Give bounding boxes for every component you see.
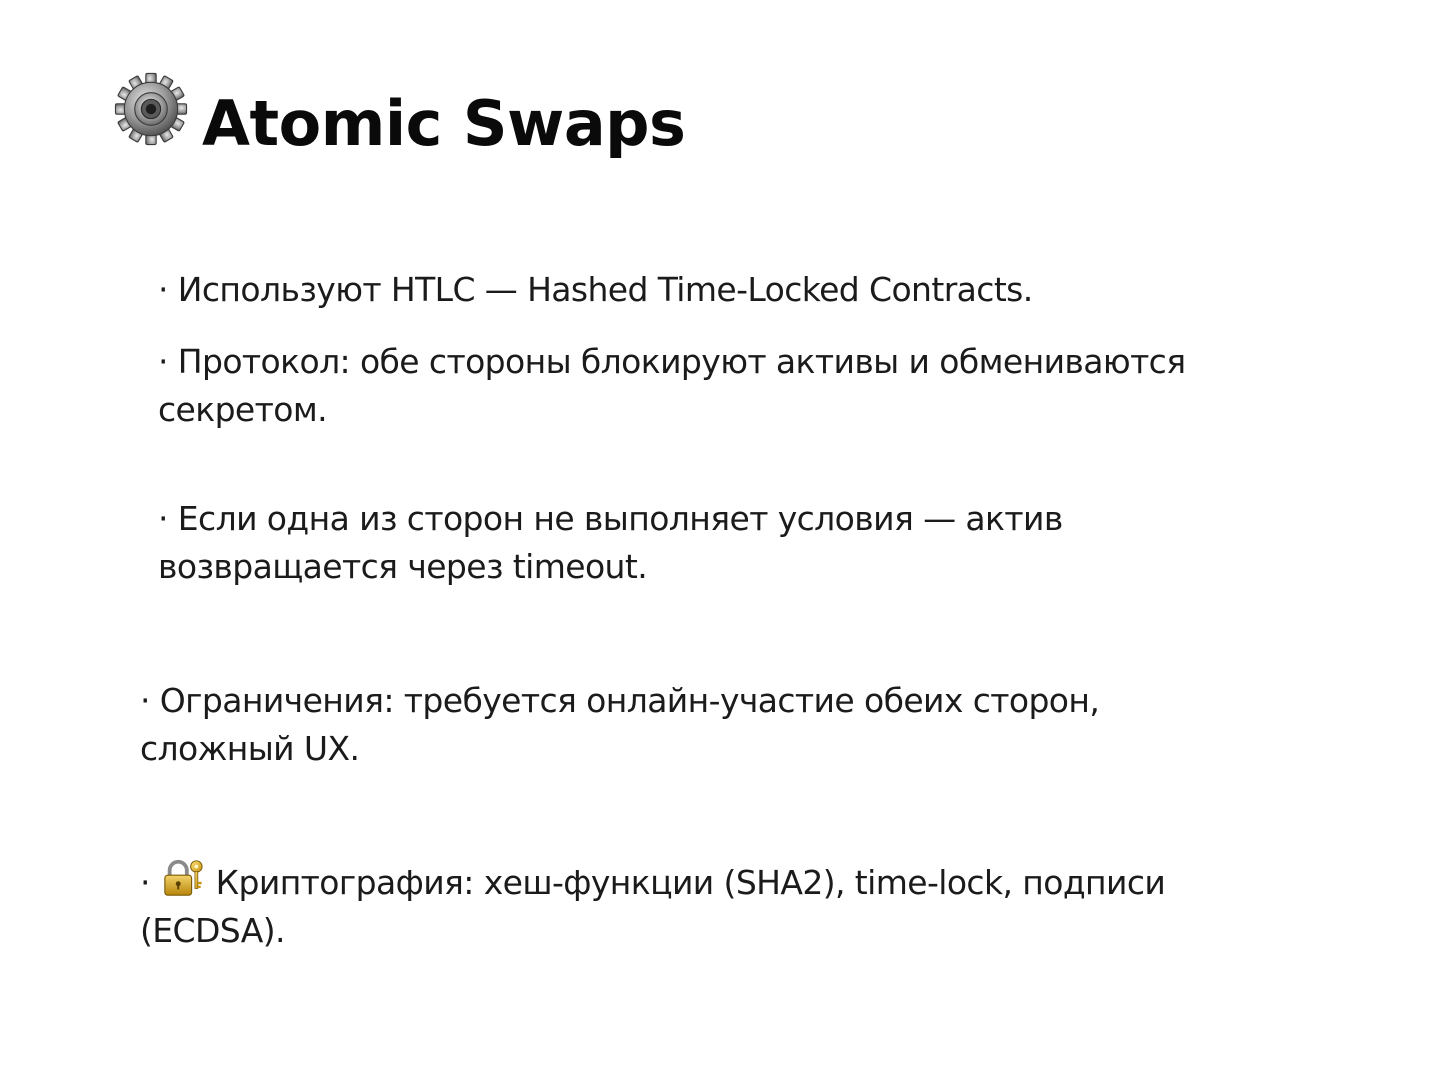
- bullet-point-limitations: [140, 677, 1190, 773]
- gear-icon: [114, 72, 188, 146]
- bullet-text: Протокол: обе стороны блокируют активы и обмениваются секретом.: [158, 342, 1186, 429]
- bullet-text: Если одна из сторон не выполняет условия — актив возвращается через timeout.: [158, 499, 1063, 586]
- lock-key-icon: [162, 858, 204, 898]
- bullet-text: Используют HTLC — Hashed Time-Locked Contracts.: [177, 270, 1033, 309]
- bullet-marker: ·: [158, 499, 168, 538]
- bullet-marker: ·: [140, 863, 150, 902]
- bullet-marker: ·: [158, 342, 168, 381]
- bullet-marker: ·: [140, 681, 150, 720]
- bullet-point-cryptography: [140, 858, 1240, 955]
- bullet-marker: ·: [158, 270, 168, 309]
- bullet-point-htlc: [158, 266, 1308, 314]
- bullet-text: Ограничения: требуется онлайн-участие обеих сторон, сложный UX.: [140, 681, 1100, 768]
- bullet-text: Криптография: хеш-функции (SHA2), time-lock, подписи (ECDSA).: [140, 863, 1166, 950]
- bullet-point-protocol: [158, 338, 1258, 434]
- bullet-point-timeout: [158, 495, 1208, 591]
- slide-title: Atomic Swaps: [202, 87, 686, 160]
